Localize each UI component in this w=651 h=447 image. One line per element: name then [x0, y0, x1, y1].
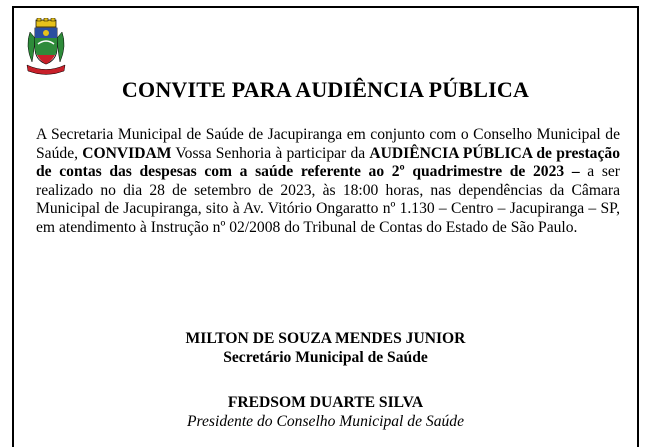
- body-intro: A Secretaria Municipal de Saúde de Jacupiranga em conjunto com o Conselho Municipal de Saúde,: [36, 126, 620, 162]
- signatory-role: Secretário Municipal de Saúde: [223, 348, 428, 366]
- body-audiencia: AUDIÊNCIA PÚBLICA de prestação de contas das despesas com a saúde referente ao 2º quadrimestre de 2023 –: [36, 144, 620, 181]
- signature-block-1: [0, 330, 651, 367]
- coat-of-arms-icon: [24, 18, 68, 76]
- invitation-body: [36, 126, 620, 238]
- signatory-name: FREDSOM DUARTE SILVA: [227, 394, 424, 411]
- signature-block-2: [0, 394, 651, 431]
- body-participar: Vossa Senhoria à participar da: [171, 144, 370, 162]
- document-title: CONVITE PARA AUDIÊNCIA PÚBLICA: [121, 77, 530, 102]
- body-details: a ser realizado no dia 28 de setembro de 2023, às 18:00 horas, nas dependências da Câmara Municipal de Jacupiranga, sito à Av. Vitório Ongaratto nº 1.130 – Centro – Jacupiranga – SP, em atendimento à Instrução nº 02/2008 do Tribunal de Contas do Estado de São Paulo.: [36, 163, 621, 236]
- body-convidam: CONVIDAM: [82, 144, 172, 162]
- signatory-role: Presidente do Conselho Municipal de Saúde: [186, 412, 465, 430]
- signatory-name: MILTON DE SOUZA MENDES JUNIOR: [185, 330, 466, 347]
